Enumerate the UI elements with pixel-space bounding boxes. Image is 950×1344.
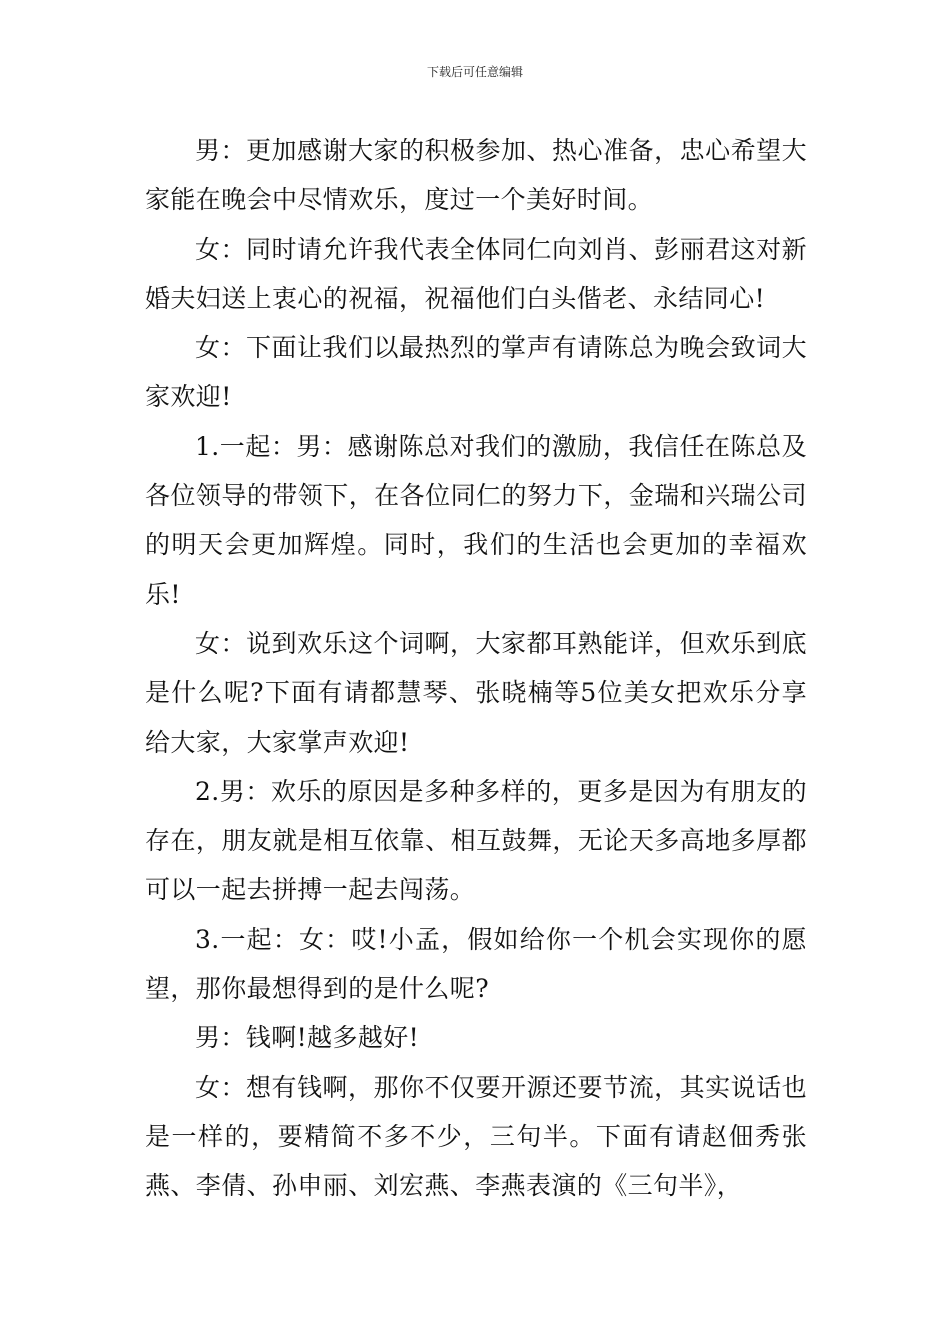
paragraph: 1.一起：男：感谢陈总对我们的激励，我信任在陈总及各位领导的带领下，在各位同仁的努力下，金瑞和兴瑞公司的明天会更加辉煌。同时，我们的生活也会更加的幸福欢乐! xyxy=(145,431,807,609)
document-body xyxy=(145,126,807,1211)
paragraph: 女：下面让我们以最热烈的掌声有请陈总为晚会致词大家欢迎! xyxy=(145,333,807,412)
paragraph: 女：同时请允许我代表全体同仁向刘肖、彭丽君这对新婚夫妇送上衷心的祝福，祝福他们白头偕老、永结同心! xyxy=(145,234,807,313)
paragraph: 男：钱啊!越多越好! xyxy=(195,1023,420,1053)
paragraph: 男：更加感谢大家的积极参加、热心准备，忠心希望大家能在晚会中尽情欢乐，度过一个美好时间。 xyxy=(145,136,807,215)
paragraph: 女：说到欢乐这个词啊，大家都耳熟能详，但欢乐到底是什么呢?下面有请都慧琴、张晓楠等5位美女把欢乐分享给大家，大家掌声欢迎! xyxy=(145,628,807,757)
paragraph: 女：想有钱啊，那你不仅要开源还要节流，其实说话也是一样的，要精简不多不少，三句半。下面有请赵佃秀张燕、李倩、孙申丽、刘宏燕、李燕表演的《三句半》， xyxy=(145,1072,807,1201)
page-header-note: 下载后可任意编辑 xyxy=(426,65,523,79)
paragraph: 3.一起：女：哎!小孟，假如给你一个机会实现你的愿望，那你最想得到的是什么呢? xyxy=(145,924,807,1004)
paragraph: 2.男：欢乐的原因是多种多样的，更多是因为有朋友的存在，朋友就是相互依靠、相互鼓舞，无论天多高地多厚都可以一起去拼搏一起去闯荡。 xyxy=(145,776,807,905)
